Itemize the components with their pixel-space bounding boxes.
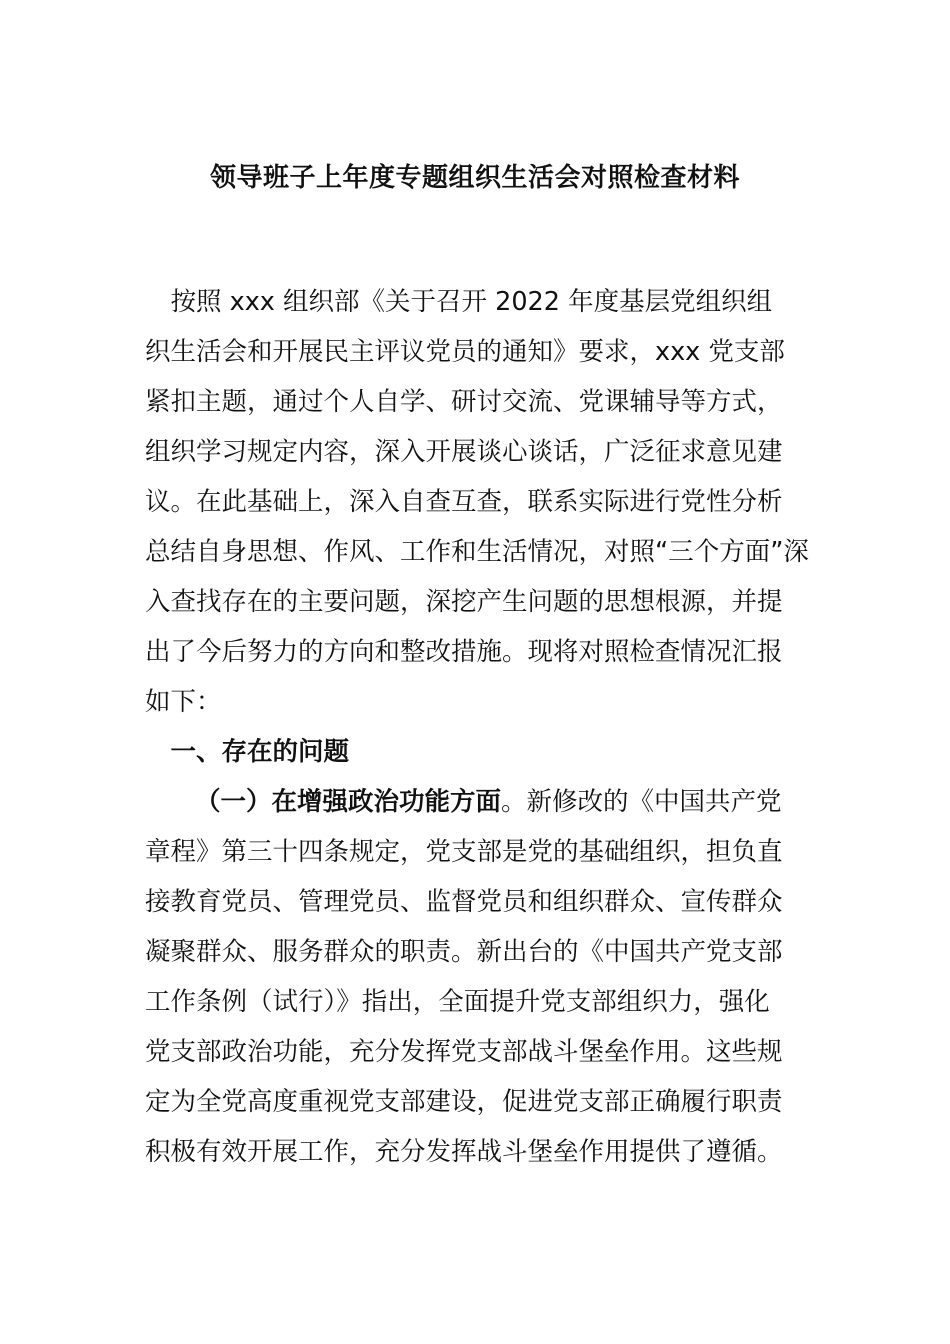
body-line: 定为全党高度重视党支部建设，促进党支部正确履行职责 <box>145 1087 783 1117</box>
section-heading: 一、存在的问题 <box>145 737 350 767</box>
subsection-lead-text: 。新修改的《中国共产党 <box>501 787 782 817</box>
body-line: 凝聚群众、服务群众的职责。新出台的《中国共产党支部 <box>145 937 783 967</box>
intro-line: 紧扣主题，通过个人自学、研讨交流、党课辅导等方式， <box>145 387 783 417</box>
intro-line: 出了今后努力的方向和整改措施。现将对照检查情况汇报 <box>145 637 783 667</box>
body-line: 积极有效开展工作，充分发挥战斗堡垒作用提供了遵循。 <box>145 1137 783 1167</box>
intro-line: 织生活会和开展民主评议党员的通知》要求，xxx 党支部 <box>145 337 785 367</box>
body-line: 工作条例（试行）》指出，全面提升党支部组织力，强化 <box>145 987 770 1017</box>
subsection-label: （一）在增强政治功能方面 <box>195 787 502 817</box>
body-line: 章程》第三十四条规定，党支部是党的基础组织，担负直 <box>145 837 783 867</box>
intro-line: 如下： <box>145 687 222 717</box>
body-line: 党支部政治功能，充分发挥党支部战斗堡垒作用。这些规 <box>145 1037 783 1067</box>
intro-line: 议。在此基础上，深入自查互查，联系实际进行党性分析 <box>145 487 783 517</box>
body-line: 接教育党员、管理党员、监督党员和组织群众、宣传群众 <box>145 887 783 917</box>
intro-line: 按照 xxx 组织部《关于召开 2022 年度基层党组织组 <box>145 287 773 317</box>
subsection-lead-line <box>195 782 782 822</box>
intro-line: 组织学习规定内容，深入开展谈心谈话，广泛征求意见建 <box>145 437 783 467</box>
intro-line: 总结自身思想、作风、工作和生活情况，对照“三个方面”深 <box>145 537 809 567</box>
document-title: 领导班子上年度专题组织生活会对照检查材料 <box>209 163 740 193</box>
intro-line: 入查找存在的主要问题，深挖产生问题的思想根源，并提 <box>145 587 783 617</box>
